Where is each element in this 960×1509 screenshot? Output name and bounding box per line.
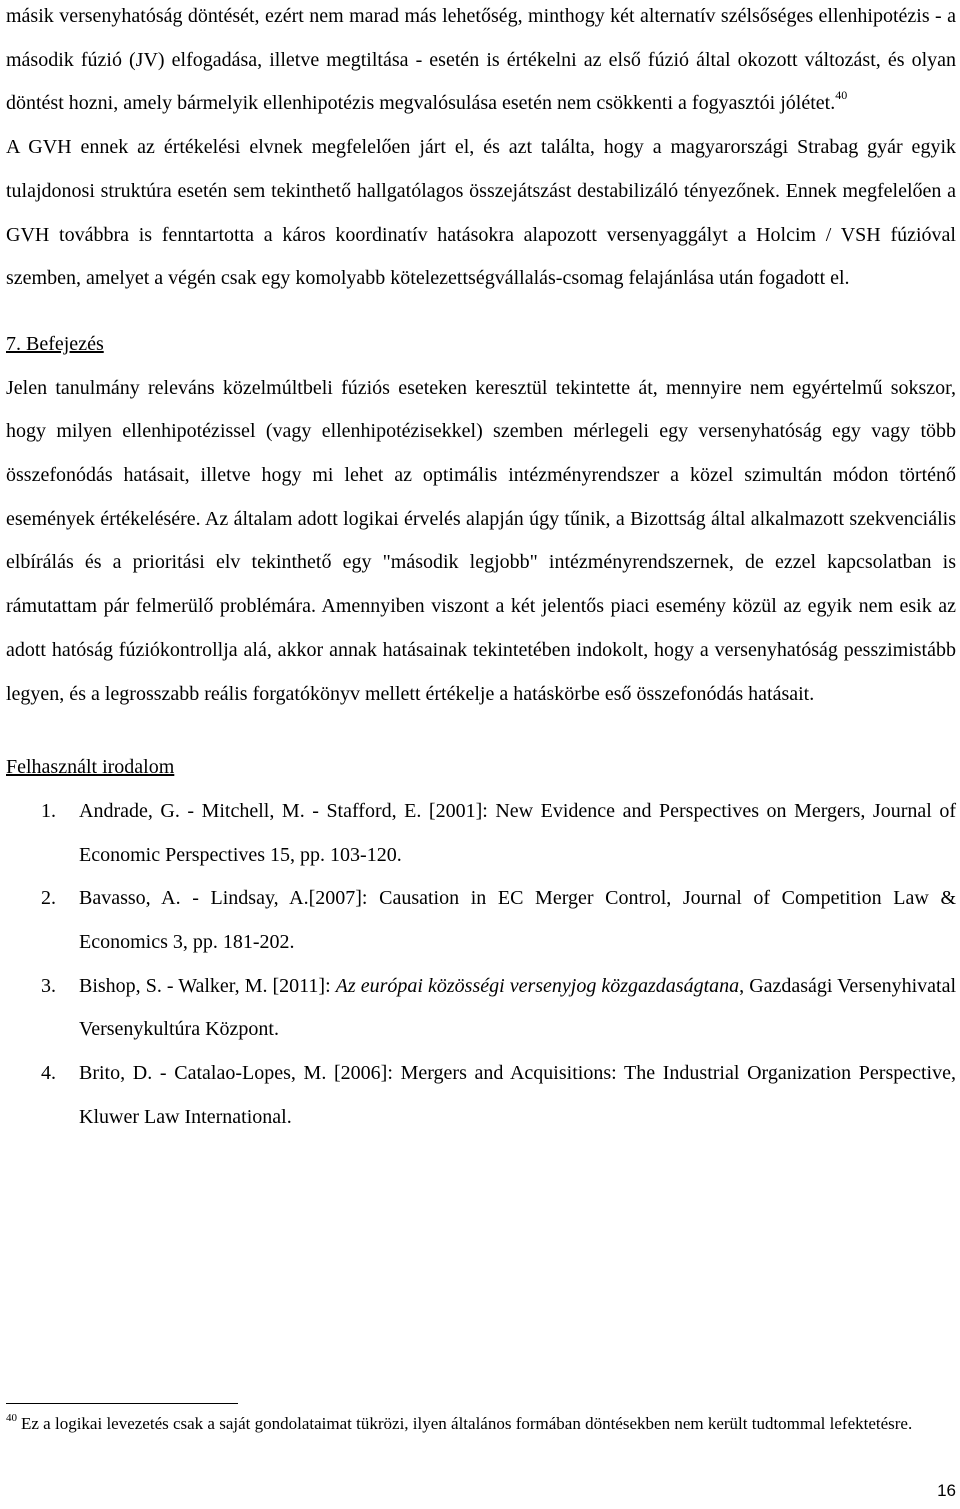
references-list: [6, 790, 956, 1140]
references-heading: Felhasznált irodalom: [6, 756, 175, 779]
page-number: 16: [937, 1481, 956, 1500]
footnote: [6, 1412, 946, 1436]
reference-item: [6, 877, 956, 964]
footnote-reference[interactable]: 40: [835, 88, 848, 103]
reference-text: Bavasso, A. - Lindsay, A.[2007]: Causation in EC Merger Control, Journal of Competition Law & Economics 3, pp. 181-202.: [79, 887, 956, 954]
reference-text: Bishop, S. - Walker, M. [2011]:: [79, 974, 336, 997]
reference-text: Andrade, G. - Mitchell, M. - Stafford, E. [2001]: New Evidence and Perspectives on Mergers, Journal of Economic Perspectives 15, pp. 103-120.: [79, 799, 956, 866]
reference-number: 1.: [41, 799, 56, 822]
reference-publisher: , Gazdasági Versenyhivatal Versenykultúra Központ.: [79, 974, 957, 1041]
reference-item: [6, 965, 956, 1052]
document-page: [6, 0, 956, 1140]
paragraph-gvh-evaluation: A GVH ennek az értékelési elvnek megfelelően járt el, és azt találta, hogy a magyarországi Strabag gyár egyik tulajdonosi struktúra esetén sem tekinthető hallgatólagos összejátszást destabilizáló tényezőnek. Ennek megfelelően a GVH továbbra is fenntartotta a káros koordinatív hatásokra alapozott versenyaggályt a Holcim / VSH fúzióval szemben, amelyet a végén csak egy komolyabb kötelezettségvállalás-csomag felajánlása után fogadott el.: [6, 136, 956, 290]
paragraph-1-text: másik versenyhatóság döntését, ezért nem marad más lehetőség, minthogy két alternatív szélsőséges ellenhipotézis - a második fúzió (JV) elfogadása, illetve megtiltása - esetén is értékelni az első fúzió által okozott változást, és olyan döntést hozni, amely bármelyik ellenhipotézis megvalósulása esetén nem csökkenti a fogyasztói jólétet.: [6, 5, 956, 115]
reference-number: 4.: [41, 1062, 56, 1085]
paragraph-conclusion: Jelen tanulmány releváns közelmúltbeli fúziós eseteken keresztül tekintette át, mennyire nem egyértelmű sokszor, hogy milyen ellenhipotézissel (vagy ellenhipotézisekkel) szemben mérlegeli egy versenyhatóság egy vagy több összefonódás hatásait, illetve hogy mi lehet az optimális intézményrendszer a közel szimultán módon történő események értékelésére. Az általam adott logikai érvelés alapján úgy tűnik, a Bizottság által alkalmazott szekvenciális elbírálás és a prioritási elv tekinthető egy "második legjobb" intézményrendszernek, de ezzel kapcsolatban is rámutattam pár felmerülő problémára. Amennyiben viszont a két jelentős piaci esemény közül az egyik nem esik az adott hatóság fúziókontrollja alá, akkor annak hatásainak tekintetében indokolt, hogy a versenyhatóság pesszimistább legyen, és a legrosszabb reális forgatókönyv mellett értékelje a hatáskörbe eső összefonódás hatásait.: [6, 376, 956, 705]
footnote-number: 40: [6, 1412, 17, 1424]
reference-title-italic: Az európai közösségi versenyjog közgazdaságtana: [335, 974, 740, 997]
reference-text: Brito, D. - Catalao-Lopes, M. [2006]: Mergers and Acquisitions: The Industrial Organization Perspective, Kluwer Law International.: [79, 1062, 956, 1128]
footnote-divider: [6, 1403, 238, 1404]
footnote-text: Ez a logikai levezetés csak a saját gondolataimat tükrözi, ilyen általános formában döntésekben nem került tudtommal lefektetésre.: [21, 1414, 913, 1433]
paragraph-continuation: [6, 0, 956, 126]
reference-item: [6, 790, 956, 877]
reference-item: [6, 1052, 956, 1139]
reference-number: 2.: [41, 887, 56, 910]
reference-number: 3.: [41, 974, 56, 997]
section-heading-conclusion: 7. Befejezés: [6, 332, 104, 355]
